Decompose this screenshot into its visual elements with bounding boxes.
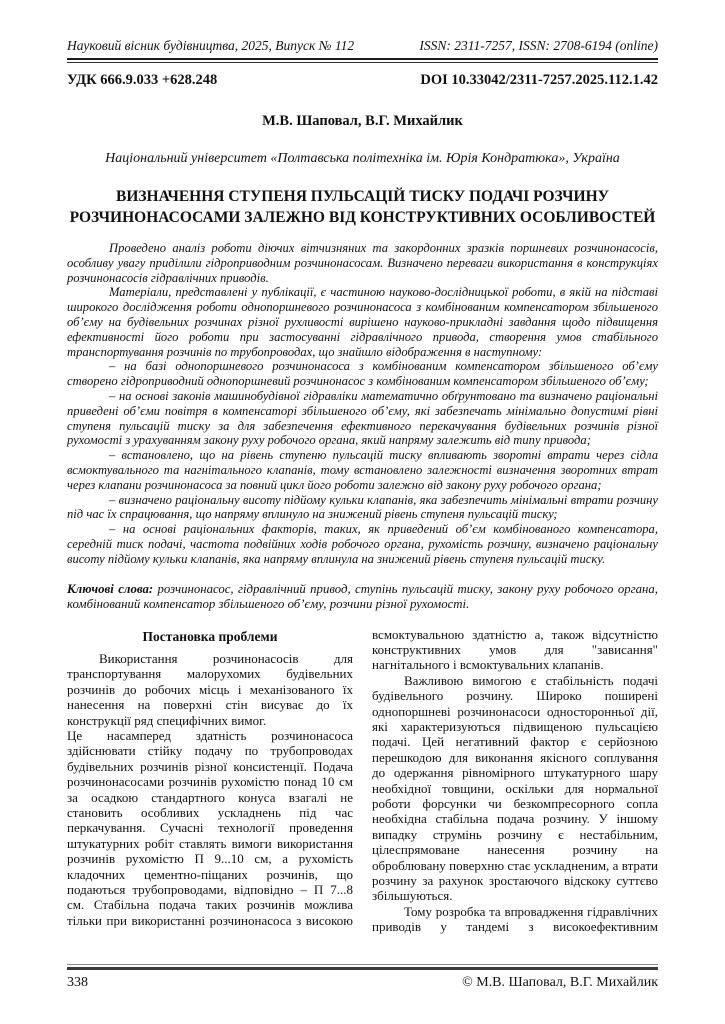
copyright-line: © М.В. Шаповал, В.Г. Михайлик [462,974,658,990]
body-paragraph: Тому розробка та впровадження гідравлічних приводів у тандемі з високоефективним [372,903,658,935]
affiliation-line: Національний університет «Полтавська політехніка ім. Юрія Кондратюка», Україна [105,151,620,166]
issn-numbers: ISSN: 2311-7257, ISSN: 2708-6194 (online) [419,38,658,53]
keywords-label: Ключові слова: [67,581,154,596]
abstract-paragraph: Проведено аналіз роботи діючих вітчизняних та закордонних зразків поршневих розчинонасосів, особливу увагу приділили гідроприводним розчинонасосам. Визначено переваги використання в конструкціях розчинонасосів гідравлічних приводів. [67,241,658,285]
left-column [67,627,353,935]
authors-line: М.В. Шаповал, В.Г. Михайлик [262,113,463,129]
body-columns [67,627,658,935]
body-paragraph: Це насамперед здатність розчинонасоса здійснювати стійку подачу по трубопроводах будівельних розчинів різної консистенції. Подача розчинонасосами розчинів рухомістю понад 10 см за осадкою стандартного конуса взагалі не становить особливих ускладнень під час перкачування. Сучасні технології проведення штукатурних робіт ставлять вимоги використання розчинів рухомістю П 9...10 см, а рухомість кладочних цементно-піщаних розчинів, що подаються трубопроводами, відповідно – П 7...8 см. Стабільна подача таких розчинів можлива тільки при використанні розчинонасоса з високою [67,727,353,928]
section-heading-problem: Постановка проблеми [142,628,278,644]
journal-name: Науковий вісник будівництва, 2025, Випуск № 112 [67,38,355,53]
abstract-bullet: – визначено раціональну висоту підйому кульки клапанів, яка забезпечить мінімальні втрати розчину під час їх спрацювання, що напряму вплинуло на знижений рівень ступеня пульсацій тиску; [67,492,658,522]
body-paragraph: всмоктувальною здатністю а, також відсутністю конструктивних умов для "зависання" нагнітального і всмоктувальних клапанів. [372,626,658,673]
footer-rule [67,964,658,970]
page-footer [67,956,658,991]
running-head [67,38,658,54]
keywords-block [67,582,658,612]
abstract-block [67,241,658,567]
paper-title: ВИЗНАЧЕННЯ СТУПЕНЯ ПУЛЬСАЦІЙ ТИСКУ ПОДАЧІ РОЗЧИНУ РОЗЧИНОНАСОСАМИ ЗАЛЕЖНО ВІД КОНСТРУКТИВНИХ ОСОБЛИВОСТЕЙ [69,188,656,226]
udk-code: УДК 666.9.033 +628.248 [67,72,218,88]
doi-code: DOI 10.33042/2311-7257.2025.112.1.42 [420,72,658,88]
abstract-bullet: – встановлено, що на рівень ступеню пульсацій тиску впливають зворотні втрати через сідла всмоктувального та нагнітального клапанів, тому встановлено залежності визначення зворотних втрат через клапани розчинонасоса за повний цикл його роботи залежно від закону руху робочого органа; [67,448,658,492]
right-column [372,627,658,935]
body-paragraph: Використання розчинонасосів для транспортування малорухомих будівельних розчинів до робочих місць і механізованого їх нанесення на поверхні стін висуває до їх конструкції ряд специфічних вимог. [67,650,353,728]
page-number: 338 [67,974,88,990]
abstract-bullet: – на основі законів машинобудівної гідравліки математично обґрунтовано та визначено раціональні приведені об’єми повітря в компенсаторі збільшеного об’єму, які забезпечать мінімально допустимі рівні ступеня пульсацій тиску за для забезпечення ефективного перекачування будівельних розчинів різної рухомості з урахуванням закону руху робочого органа, який напряму залежить від типу привода; [67,388,658,448]
footer-row [67,975,658,991]
abstract-bullet: – на основі раціональних факторів, таких, як приведений об’єм комбінованого компенсатора, середній тиск подачі, частота подвійних ходів робочого органа, рухомість розчину, визначено раціональну висоту підйому кульки клапанів, яка напряму вплинула на знижений рівень ступеня пульсацій тиску. [67,522,658,566]
header-rule [67,58,658,63]
keywords-text: розчинонасос, гідравлічний привод, ступінь пульсацій тиску, закону руху робочого органа, комбінований компенсатор збільшеного об’єму, розчини різної рухомості. [67,581,658,611]
abstract-bullet: – на базі однопоршневого розчинонасоса з комбінованим компенсатором збільшеного об’єму створено гідроприводний однопоршневий розчинонасос з комбінованим компенсатором збільшеного об’єму; [67,359,658,389]
body-paragraph: Важливою вимогою є стабільність подачі будівельного розчину. Широко поширені однопоршневі розчинонасоси односторонньої дії, які характеризуються підвищеною пульсацією подачі. Цей негативний фактор є серйозною перешкодою для виконання якісного соплування до одержання рівномірного штукатурного шару необхідної товщини, оскільки для нормальної роботи форсунки чи безкомпресорного сопла необхідна стабільна подача розчину. У іншому випадку струмінь розчину є нестабільним, цілеспрямоване нанесення розчину на оброблювану поверхню стає ускладненим, а втрати розчину за рахунок зростаючого відскоку суттєво збільшуються. [372,672,658,904]
udk-doi-row [67,72,658,89]
abstract-paragraph: Матеріали, представлені у публікації, є частиною науково-дослідницької роботи, в якій на підставі широкого дослідження роботи однопоршневого розчинонасоса з комбінованим компенсатором збільшеного об’єму на будівельних розчинах різної рухливості вирішено науково-прикладні завдання щодо підвищення ефективності його роботи при застосуванні гідравлічного привода, створення умов стабільного транспортування розчинів по трубопроводах, що знайшло відображення в наступному: [67,285,658,359]
